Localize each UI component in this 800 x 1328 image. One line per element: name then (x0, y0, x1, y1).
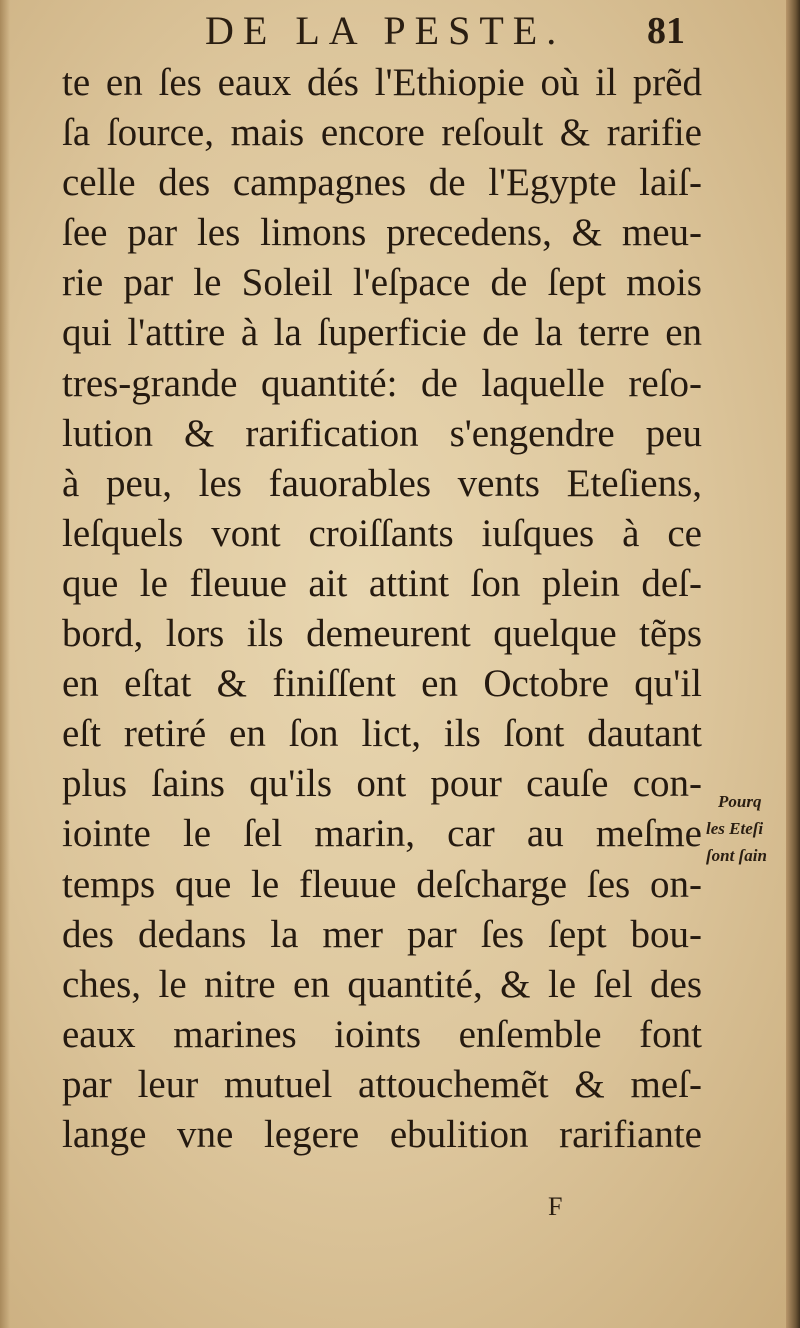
text-line: tres-grande quantité: de laquelle reſo- (62, 361, 702, 405)
margin-note-line: ſont ſain (706, 846, 767, 865)
body-text (62, 58, 702, 1160)
margin-note (706, 788, 788, 869)
page-gutter-edge (786, 0, 800, 1328)
text-line: eaux marines ioints enſemble font (62, 1012, 702, 1056)
text-line: plus ſains qu'ils ont pour cauſe con- (62, 762, 702, 806)
text-line: leſquels vont croiſſants iuſques à ce (62, 511, 702, 555)
margin-note-line: Pourq (718, 792, 762, 811)
text-line: rie par le Soleil l'eſpace de ſept mois (62, 261, 702, 305)
text-line: iointe le ſel marin, car au meſme (62, 812, 702, 856)
text-line: que le fleuue ait attint ſon plein deſ- (62, 561, 702, 605)
text-line: lange vne legere ebulition rarifiante (62, 1112, 702, 1156)
text-line: ſa ſource, mais encore reſoult & rarifie (62, 111, 702, 155)
text-line: ches, le nitre en quantité, & le ſel des (62, 962, 702, 1006)
text-line: te en ſes eaux dés l'Ethiopie où il prẽd (62, 61, 702, 104)
margin-note-line: les Eteſi (706, 819, 764, 838)
text-line: lution & rarification s'engendre peu (62, 411, 702, 455)
text-line: à peu, les fauorables vents Eteſiens, (62, 461, 702, 505)
text-line: qui l'attire à la ſuperficie de la terre en (62, 311, 702, 355)
running-head (195, 6, 685, 58)
text-line: par leur mutuel attouchemẽt & meſ- (62, 1062, 702, 1106)
text-line: celle des campagnes de l'Egypte laiſ- (62, 161, 702, 205)
text-line: des dedans la mer par ſes ſept bou- (62, 912, 702, 956)
running-head-title: DE LA PESTE. (205, 8, 566, 53)
signature-mark: F (548, 1192, 563, 1221)
page-number: 81 (647, 10, 685, 52)
page-left-edge (0, 0, 10, 1328)
text-line: temps que le fleuue deſcharge ſes on- (62, 862, 702, 906)
text-line: eſt retiré en ſon lict, ils ſont dautant (62, 712, 702, 756)
text-line: ſee par les limons precedens, & meu- (62, 211, 702, 255)
text-line: en eſtat & finiſſent en Octobre qu'il (62, 662, 702, 706)
text-line: bord, lors ils demeurent quelque tẽps (62, 612, 702, 656)
